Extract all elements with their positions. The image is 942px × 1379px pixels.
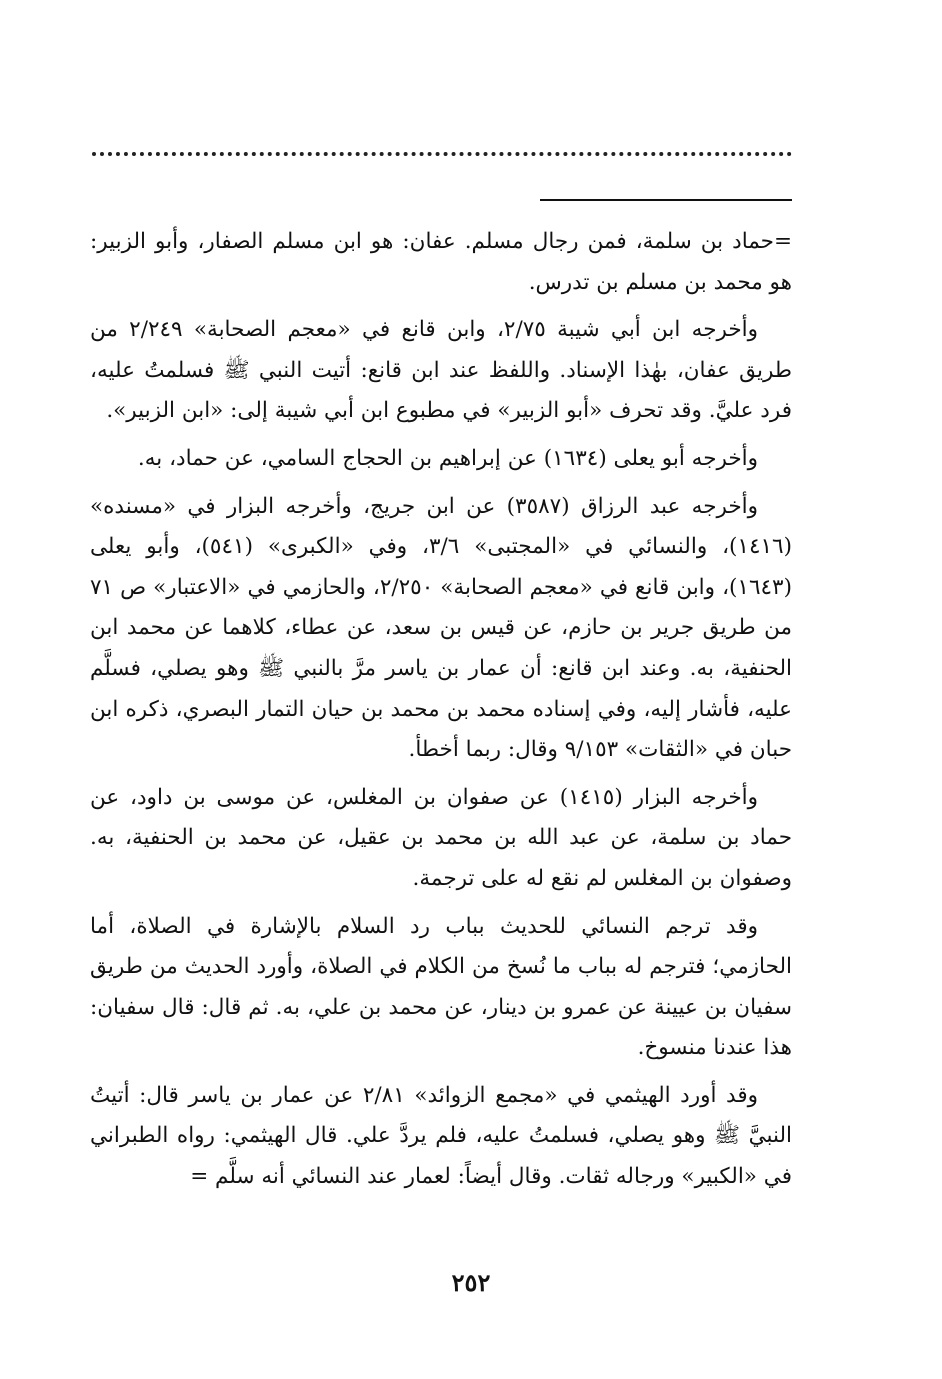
paragraph: =حماد بن سلمة، فمن رجال مسلم. عفان: هو ابن مسلم الصفار، وأبو الزبير: هو محمد بن مسلم بن تدرس.	[90, 229, 792, 295]
paragraph: وقد ترجم النسائي للحديث بباب رد السلام بالإشارة في الصلاة، أما الحازمي؛ فترجم له بباب ما نُسخ من الكلام في الصلاة، وأورد الحديث من طريق سفيان بن عيينة عن عمرو بن دينار، عن محمد بن علي، به. ثم قال: قال سفيان: هذا عندنا منسوخ.	[90, 913, 792, 1061]
paragraph: وأخرجه أبو يعلى (١٦٣٤) عن إبراهيم بن الحجاج السامي، عن حماد، به.	[137, 445, 758, 471]
paragraph: وأخرجه البزار (١٤١٥) عن صفوان بن المغلس، عن موسى بن داود، عن حماد بن سلمة، عن عبد الله بن محمد بن عقيل، عن محمد بن الحنفية، به. وصفوان بن المغلس لم نقع له على ترجمة.	[90, 784, 792, 891]
page-number: ٢٥٢	[451, 1268, 491, 1297]
paragraph: وأخرجه ابن أبي شيبة ٢/٧٥، وابن قانع في «معجم الصحابة» ٢/٢٤٩ من طريق عفان، بهٰذا الإسناد. واللفظ عند ابن قانع: أتيت النبي ﷺ فسلمتُ عليه، فرد عليَّ. وقد تحرف «أبو الزبير» في مطبوع ابن أبي شيبة إلى: «ابن الزبير».	[90, 317, 792, 424]
paragraph: وأخرجه عبد الرزاق (٣٥٨٧) عن ابن جريج، وأخرجه البزار في «مسنده» (١٤١٦)، والنسائي في «المجتبى» ٣/٦، وفي «الكبرى» (٥٤١)، وأبو يعلى (١٦٤٣)، وابن قانع في «معجم الصحابة» ٢/٢٥٠، والحازمي في «الاعتبار» ص ٧١ من طريق جرير بن حازم، عن قيس بن سعد، عن عطاء، كلاهما عن محمد ابن الحنفية، به. وعند ابن قانع: أن عمار بن ياسر مرَّ بالنبي ﷺ وهو يصلي، فسلَّم عليه، فأشار إليه، وفي إسناده محمد بن محمد بن حيان التمار البصري، ذكره ابن حبان في «الثقات» ٩/١٥٣ وقال: ربما أخطأ.	[90, 493, 792, 763]
footnote-separator-rule	[540, 199, 792, 201]
footnote-text-body	[90, 222, 792, 1205]
dotted-rule	[92, 152, 792, 156]
paragraph: وقد أورد الهيثمي في «مجمع الزوائد» ٢/٨١ عن عمار بن ياسر قال: أتيتُ النبيَّ ﷺ وهو يصلي، فسلمتُ عليه، فلم يردَّ علي. قال الهيثمي: رواه الطبراني في «الكبير» ورجاله ثقات. وقال أيضاً: لعمار عند النسائي أنه سلَّم =	[90, 1082, 792, 1190]
